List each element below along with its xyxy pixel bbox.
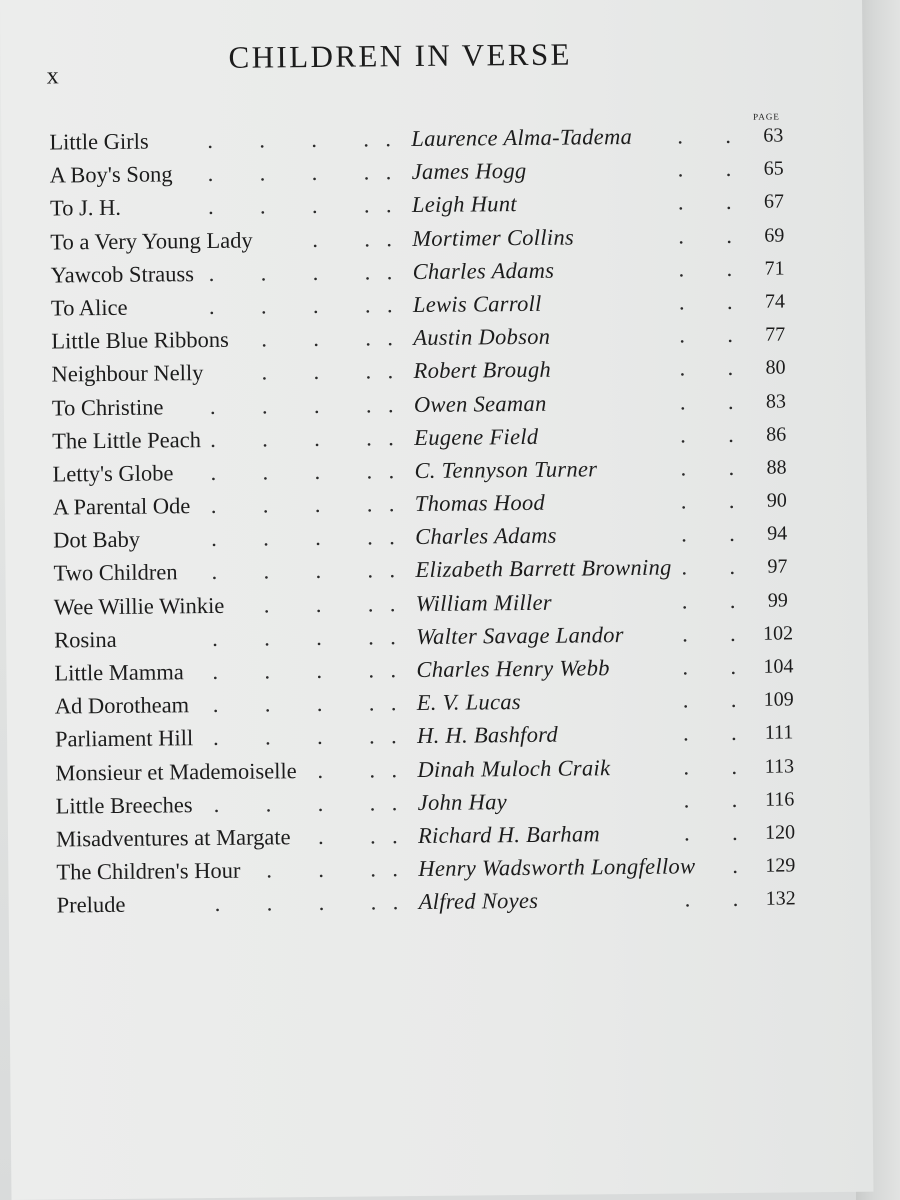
leader-dot: .	[369, 790, 376, 816]
leader-dot: .	[392, 889, 399, 915]
leader-dot: .	[732, 886, 739, 912]
leader-dot: .	[316, 724, 323, 750]
page-reference: 65	[763, 157, 784, 180]
leader-dot: .	[391, 756, 398, 782]
leader-dot: .	[264, 691, 271, 717]
poem-title: Dot Baby	[53, 526, 141, 553]
leader-dot: .	[731, 753, 738, 779]
leader-dot: .	[683, 787, 690, 813]
leader-dot: .	[682, 720, 689, 746]
leader-dot: .	[368, 690, 375, 716]
leader-dot: .	[727, 322, 733, 348]
leader-dot: .	[317, 790, 324, 816]
poem-title: Little Breeches	[55, 791, 193, 819]
leader-dot: .	[677, 156, 684, 182]
page-number: x	[46, 63, 60, 90]
author-name: Richard H. Barham	[417, 821, 601, 848]
leader-dot: .	[388, 491, 395, 517]
leader-dot: .	[369, 823, 376, 849]
leader-dot: .	[364, 292, 371, 318]
leader-dot: .	[678, 223, 685, 249]
leader-dot: .	[363, 159, 370, 185]
page-reference: 67	[763, 190, 785, 214]
leader-dot: .	[210, 459, 217, 485]
page-reference: 74	[764, 290, 786, 313]
leader-dot: .	[312, 226, 319, 252]
leader-dot: .	[314, 425, 320, 451]
poem-title: Ad Dorotheam	[54, 692, 190, 719]
leader-dot: .	[260, 260, 267, 286]
leader-dot: .	[369, 756, 376, 783]
leader-dot: .	[390, 624, 396, 650]
leader-dot: .	[729, 554, 736, 580]
leader-dot: .	[212, 692, 219, 718]
page-title: CHILDREN IN VERSE	[228, 36, 573, 75]
leader-dot: .	[387, 358, 394, 384]
leader-dot: .	[262, 426, 268, 452]
leader-dot: .	[385, 126, 392, 152]
author-name: Owen Seaman	[413, 390, 547, 417]
leader-dot: .	[679, 322, 685, 348]
leader-dot: .	[364, 226, 371, 252]
leader-dot: .	[313, 359, 320, 385]
table-of-contents	[49, 122, 817, 926]
leader-dot: .	[728, 488, 735, 514]
page-reference: 83	[765, 389, 786, 413]
leader-dot: .	[207, 161, 214, 187]
leader-dot: .	[386, 258, 393, 285]
poem-title: A Boy's Song	[49, 161, 173, 188]
author-name: Austin Dobson	[413, 323, 551, 351]
page-reference: 69	[764, 224, 785, 247]
leader-dot: .	[262, 492, 269, 518]
leader-dot: .	[365, 391, 372, 418]
leader-dot: .	[259, 127, 266, 153]
author-name: Eugene Field	[414, 423, 539, 450]
leader-dot: .	[261, 359, 268, 385]
leader-dot: .	[263, 558, 270, 584]
author-name: James Hogg	[411, 158, 527, 185]
leader-dot: .	[313, 392, 320, 418]
leader-dot: .	[364, 259, 371, 285]
leader-dot: .	[266, 890, 273, 916]
page-reference: 90	[766, 489, 787, 512]
leader-dot: .	[679, 355, 686, 381]
author-name: C. Tennyson Turner	[414, 456, 598, 483]
page-reference: 80	[765, 356, 786, 379]
leader-dot: .	[680, 455, 687, 481]
leader-dot: .	[260, 293, 267, 319]
page-reference: 129	[765, 854, 796, 877]
leader-dot: .	[315, 525, 321, 551]
leader-dot: .	[367, 524, 373, 550]
author-name: Charles Adams	[415, 522, 557, 550]
leader-dot: .	[212, 658, 219, 684]
leader-dot: .	[387, 391, 394, 417]
leader-dot: .	[729, 620, 736, 646]
leader-dot: .	[317, 823, 324, 849]
leader-dot: .	[389, 524, 395, 550]
page-reference: 99	[767, 589, 788, 612]
leader-dot: .	[728, 454, 735, 480]
leader-dot: .	[367, 557, 374, 583]
author-name: Leigh Hunt	[411, 191, 517, 218]
leader-dot: .	[727, 388, 734, 414]
author-name: Mortimer Collins	[412, 224, 575, 251]
leader-dot: .	[311, 193, 318, 219]
poem-title: Two Children	[53, 559, 178, 586]
leader-dot: .	[389, 590, 396, 616]
leader-dot: .	[366, 425, 372, 451]
leader-dot: .	[681, 588, 688, 614]
leader-dot: .	[207, 194, 214, 220]
leader-dot: .	[683, 820, 690, 846]
author-name: William Miller	[415, 589, 553, 616]
leader-dot: .	[728, 421, 734, 447]
author-name: Henry Wadsworth Longfellow	[418, 853, 696, 882]
poem-title: Little Blue Ribbons	[51, 326, 229, 354]
leader-dot: .	[390, 690, 397, 716]
leader-dot: .	[214, 891, 221, 917]
author-name: Charles Henry Webb	[416, 655, 610, 683]
poem-title: The Children's Hour	[56, 857, 241, 885]
leader-dot: .	[729, 521, 735, 547]
author-name: Alfred Noyes	[418, 888, 539, 915]
poem-title: The Little Peach	[52, 426, 202, 454]
leader-dot: .	[261, 392, 268, 419]
leader-dot: .	[725, 156, 732, 182]
leader-dot: .	[363, 126, 370, 152]
poem-title: To Christine	[51, 393, 164, 421]
page-reference: 77	[765, 323, 786, 346]
leader-dot: .	[370, 889, 377, 915]
leader-dot: .	[731, 786, 738, 812]
leader-dot: .	[315, 558, 322, 584]
poem-title: A Parental Ode	[52, 493, 191, 520]
leader-dot: .	[682, 687, 689, 713]
author-name: Laurence Alma-Tadema	[411, 123, 633, 152]
author-name: John Hay	[417, 788, 508, 815]
leader-dot: .	[316, 691, 323, 717]
leader-dot: .	[681, 621, 688, 647]
leader-dot: .	[731, 819, 738, 845]
leader-dot: .	[317, 757, 324, 783]
poem-title: Prelude	[56, 892, 126, 918]
poem-title: To Alice	[50, 294, 128, 321]
leader-dot: .	[265, 791, 272, 817]
page-reference: 111	[764, 721, 794, 745]
leader-dot: .	[684, 886, 691, 912]
author-name: Thomas Hood	[414, 489, 546, 517]
author-name: Walter Savage Landor	[416, 621, 624, 649]
leader-dot: .	[730, 720, 737, 746]
leader-dot: .	[212, 625, 218, 651]
leader-dot: .	[385, 192, 392, 218]
page-reference: 132	[765, 887, 796, 911]
page-reference: 102	[763, 622, 794, 645]
leader-dot: .	[312, 292, 319, 318]
leader-dot: .	[388, 458, 395, 484]
leader-dot: .	[677, 123, 684, 149]
leader-dot: .	[210, 426, 216, 452]
leader-dot: .	[386, 225, 393, 251]
leader-dot: .	[315, 591, 322, 617]
leader-dot: .	[313, 326, 320, 352]
page-reference: 113	[764, 754, 795, 778]
leader-dot: .	[211, 559, 218, 585]
leader-dot: .	[726, 255, 733, 281]
author-name: E. V. Lucas	[416, 689, 522, 716]
leader-dot: .	[368, 657, 375, 683]
leader-dot: .	[316, 624, 322, 650]
leader-dot: .	[392, 856, 399, 882]
leader-dot: .	[678, 289, 685, 315]
toc-entry	[57, 886, 817, 926]
leader-dot: .	[366, 458, 373, 484]
page-reference: 88	[766, 456, 787, 479]
leader-dot: .	[263, 592, 270, 618]
poem-title: Misadventures at Margate	[55, 824, 291, 852]
leader-dot: .	[726, 222, 733, 248]
leader-dot: .	[207, 127, 214, 154]
leader-dot: .	[391, 823, 398, 849]
leader-dot: .	[368, 723, 375, 749]
leader-dot: .	[683, 753, 690, 780]
leader-dot: .	[312, 259, 319, 285]
poem-title: Neighbour Nelly	[51, 360, 204, 387]
leader-dot: .	[366, 491, 373, 517]
leader-dot: .	[211, 526, 217, 552]
leader-dot: .	[680, 422, 686, 448]
leader-dot: .	[318, 857, 325, 883]
page-reference: 109	[763, 688, 794, 711]
leader-dot: .	[266, 857, 273, 883]
page-reference: 104	[763, 655, 794, 678]
leader-dot: .	[314, 492, 321, 518]
page-reference: 86	[766, 423, 787, 446]
leader-dot: .	[730, 687, 737, 713]
leader-dot: .	[209, 393, 216, 419]
leader-dot: .	[732, 853, 739, 879]
leader-dot: .	[387, 325, 394, 351]
leader-dot: .	[368, 624, 374, 650]
leader-dot: .	[367, 591, 374, 617]
leader-dot: .	[385, 159, 392, 185]
poem-title: Letty's Globe	[52, 460, 174, 487]
leader-dot: .	[390, 657, 397, 683]
leader-dot: .	[264, 658, 271, 684]
leader-dot: .	[390, 723, 397, 749]
leader-dot: .	[363, 192, 370, 218]
leader-dot: .	[725, 189, 732, 215]
author-name: Robert Brough	[413, 357, 552, 384]
leader-dot: .	[680, 488, 687, 514]
leader-dot: .	[726, 288, 733, 314]
author-name: Lewis Carroll	[412, 290, 542, 317]
leader-dot: .	[212, 725, 219, 751]
poem-title: Little Girls	[49, 128, 149, 155]
leader-dot: .	[311, 160, 318, 186]
poem-title: Monsieur et Mademoiselle	[55, 757, 297, 786]
leader-dot: .	[682, 654, 689, 680]
poem-title: To J. H.	[49, 195, 122, 221]
leader-dot: .	[389, 557, 396, 583]
leader-dot: .	[386, 292, 393, 318]
leader-dot: .	[316, 657, 323, 683]
author-name: Dinah Muloch Craik	[417, 754, 611, 782]
leader-dot: .	[729, 587, 736, 613]
leader-dot: .	[208, 260, 215, 286]
leader-dot: .	[210, 493, 217, 519]
poem-title: To a Very Young Lady	[50, 227, 253, 255]
leader-dot: .	[365, 325, 372, 351]
leader-dot: .	[391, 789, 398, 816]
poem-title: Little Mamma	[54, 659, 184, 686]
leader-dot: .	[208, 293, 215, 319]
leader-dot: .	[678, 256, 685, 282]
leader-dot: .	[259, 160, 266, 186]
leader-dot: .	[264, 625, 270, 651]
leader-dot: .	[677, 189, 684, 215]
leader-dot: .	[213, 791, 220, 817]
leader-dot: .	[388, 424, 394, 450]
author-name: H. H. Bashford	[416, 722, 559, 749]
page-reference: 71	[764, 257, 785, 280]
leader-dot: .	[725, 122, 732, 149]
leader-dot: .	[261, 326, 268, 352]
author-name: Elizabeth Barrett Browning	[415, 555, 672, 583]
leader-dot: .	[365, 358, 372, 384]
page-reference: 94	[767, 522, 788, 545]
page-reference: 63	[763, 124, 784, 147]
poem-title: Rosina	[54, 626, 117, 653]
leader-dot: .	[727, 355, 734, 381]
leader-dot: .	[262, 459, 269, 485]
poem-title: Parliament Hill	[54, 725, 194, 752]
author-name: Charles Adams	[412, 257, 555, 284]
leader-dot: .	[314, 458, 321, 484]
leader-dot: .	[259, 193, 266, 219]
leader-dot: .	[311, 126, 318, 153]
poem-title: Yawcob Strauss	[50, 260, 195, 288]
leader-dot: .	[679, 388, 686, 414]
page-reference: 97	[767, 555, 788, 579]
leader-dot: .	[730, 653, 737, 680]
poem-title: Wee Willie Winkie	[53, 592, 225, 620]
leader-dot: .	[264, 724, 271, 750]
leader-dot: .	[263, 525, 269, 551]
leader-dot: .	[318, 890, 325, 916]
leader-dot: .	[681, 521, 687, 547]
leader-dot: .	[681, 554, 688, 580]
leader-dot: .	[370, 856, 377, 882]
page-reference: 116	[764, 788, 795, 811]
page-column-label: PAGE	[753, 111, 780, 122]
page-reference: 120	[764, 821, 796, 844]
